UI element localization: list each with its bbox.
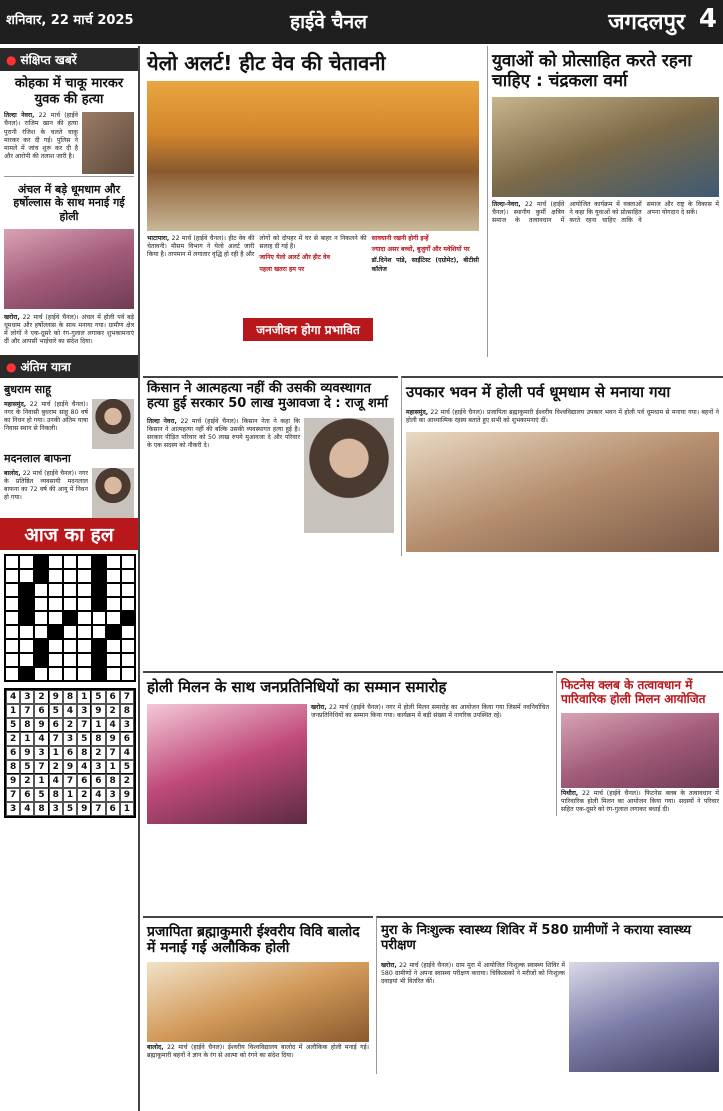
story2-body: खरोरा, 22 मार्च (हाईवे चैनल)। अंचल में होली पर्व बड़े धूमधाम और हर्षोल्लास के साथ मनाया गया। ग्रामीण क्षेत्र में लोगों ने एक-दूसरे को रंग-गुलाल लगाकर शुभकामनाएं दीं और आपसी भाईचारे का संदेश दिया। — [4, 313, 134, 346]
sudoku-cell: 7 — [91, 802, 105, 816]
sudoku-cell: 3 — [106, 788, 120, 802]
sudoku-cell: 7 — [120, 690, 134, 704]
crossword-cell — [77, 597, 91, 611]
crossword-cell — [92, 611, 106, 625]
crossword-cell — [92, 555, 106, 569]
crossword-cell — [48, 569, 62, 583]
obit1-body: महासमुंद, 22 मार्च (हाईवे चैनल)। नगर के निवासी बुधराम साहू 80 वर्ष का निधन हो गया। उनकी अंतिम यात्रा निवास स्थान से निकली। — [4, 400, 88, 433]
crossword-cell — [121, 611, 135, 625]
obit2-name: मदनलाल बाफना — [4, 451, 71, 465]
crossword-cell — [121, 583, 135, 597]
crossword-cell — [63, 653, 77, 667]
crossword-cell — [5, 625, 19, 639]
sudoku-cell: 6 — [6, 746, 20, 760]
sudoku-cell: 9 — [77, 802, 91, 816]
sudoku-cell: 8 — [63, 690, 77, 704]
crossword-cell — [48, 639, 62, 653]
holi-milan-story — [143, 671, 553, 842]
crossword-cell — [63, 583, 77, 597]
heatwave-sub2: पहला खतरा हम पर — [259, 265, 305, 273]
sudoku-cell: 1 — [106, 760, 120, 774]
heatwave-body: भाटापारा, 22 मार्च (हाईवे चैनल)। हीट वेव की चेतावनी। मौसम विभाग ने येलो अलर्ट जारी किया है। तापमान में लगातार वृद्धि हो रही है और लोगों को दोपहर में घर से बाहर न निकलने की सलाह दी गई है। जानिए येलो अलर्ट और हीट वेव पहला खतरा हम पर सावधानी रखनी होगी इन्हें ज्यादा असर बच्चों, बुजुर्गों और मवेशियों पर डॉ.दिनेश पांडे, साईंटिस्ट (एग्रोमेट), बीटीसी कॉलेज — [147, 235, 479, 273]
sudoku-cell: 6 — [49, 718, 63, 732]
edition-name: जगदलपुर — [608, 10, 685, 35]
sudoku-cell: 2 — [120, 774, 134, 788]
sudoku-cell: 5 — [49, 704, 63, 718]
sudoku-cell: 6 — [77, 774, 91, 788]
sudoku-cell: 2 — [106, 704, 120, 718]
sudoku-cell: 9 — [20, 746, 34, 760]
sudoku-cell: 1 — [34, 774, 48, 788]
masthead — [0, 0, 723, 44]
sudoku-cell: 9 — [6, 774, 20, 788]
sudoku-cell: 8 — [34, 802, 48, 816]
sudoku-cell: 5 — [120, 760, 134, 774]
crossword-cell — [77, 569, 91, 583]
sudoku-cell: 1 — [20, 732, 34, 746]
paper-name: हाईवे चैनल — [290, 11, 368, 33]
issue-date: शनिवार, 22 मार्च 2025 — [6, 13, 134, 28]
crossword-cell — [77, 625, 91, 639]
crossword-cell — [5, 555, 19, 569]
holi-milan-headline: होली मिलन के साथ जनप्रतिनिधियों का सम्मान समारोह — [147, 678, 447, 696]
crossword-cell — [77, 639, 91, 653]
brief-news-head: ● संक्षिप्त खबरें — [0, 48, 138, 71]
health-story — [376, 916, 723, 1074]
obit2-photo — [92, 468, 134, 518]
crossword-cell — [48, 583, 62, 597]
sudoku-cell: 5 — [6, 718, 20, 732]
sudoku-cell: 4 — [91, 788, 105, 802]
crossword-cell — [48, 667, 62, 681]
crossword-cell — [48, 653, 62, 667]
holi-milan-body: खरोरा, 22 मार्च (हाईवे चैनल)। नगर में होली मिलन समारोह का आयोजन किया गया जिसमें नवनिर्वाचित जनप्रतिनिधियों का सम्मान किया गया। कार्यक्रम में बड़ी संख्या में नागरिक उपस्थित रहे। — [311, 704, 549, 720]
sudoku-cell: 8 — [20, 718, 34, 732]
crossword-cell — [63, 625, 77, 639]
crossword-cell — [63, 611, 77, 625]
heatwave-photo — [147, 81, 479, 231]
crossword-cell — [121, 555, 135, 569]
farmer-headline: किसान ने आत्महत्या नहीं की उसकी व्यवस्थागत हत्या हुई सरकार 50 लाख मुआवजा दे : राजू शर्मा — [147, 381, 388, 411]
crossword-cell — [121, 569, 135, 583]
crossword-cell — [5, 597, 19, 611]
sudoku-cell: 4 — [63, 704, 77, 718]
sudoku-cell: 9 — [63, 760, 77, 774]
crossword-cell — [106, 597, 120, 611]
sudoku-cell: 8 — [77, 746, 91, 760]
crossword-cell — [48, 611, 62, 625]
sudoku-cell: 7 — [20, 704, 34, 718]
crossword-cell — [34, 625, 48, 639]
upkar-story — [401, 376, 723, 556]
health-photo — [569, 962, 719, 1072]
obituary-head: ● अंतिम यात्रा — [0, 355, 138, 378]
sudoku-cell: 6 — [91, 774, 105, 788]
sudoku-cell: 6 — [106, 802, 120, 816]
crossword-cell — [19, 583, 33, 597]
sudoku-cell: 8 — [120, 704, 134, 718]
farmer-story — [143, 376, 398, 646]
obit1-photo — [92, 399, 134, 449]
sudoku-cell: 6 — [120, 732, 134, 746]
crossword-cell — [5, 569, 19, 583]
sudoku-cell: 4 — [6, 690, 20, 704]
story1-photo — [82, 112, 134, 174]
sudoku-cell: 3 — [63, 732, 77, 746]
sudoku-cell: 1 — [49, 746, 63, 760]
brahma-photo — [147, 962, 369, 1042]
health-headline: मुरा के निःशुल्क स्वास्थ्य शिविर में 580 ग्रामीणों ने कराया स्वास्थ्य परीक्षण — [381, 923, 692, 953]
crossword-cell — [92, 639, 106, 653]
sudoku-cell: 9 — [120, 788, 134, 802]
crossword-cell — [121, 597, 135, 611]
heatwave-sub1: जानिए येलो अलर्ट और हीट वेव — [259, 254, 330, 262]
fitness-story — [556, 671, 723, 816]
sudoku-cell: 6 — [63, 746, 77, 760]
crossword-cell — [63, 569, 77, 583]
heatwave-story — [143, 46, 483, 401]
fitness-body: पिथौरा, 22 मार्च (हाईवे चैनल)। फिटनेस क्लब के तत्वावधान में पारिवारिक होली मिलन का आयोजन किया गया। सदस्यों ने परिवार सहित एक-दूसरे को रंग-गुलाल लगाकर बधाई दी। — [561, 789, 720, 813]
crossword-cell — [34, 639, 48, 653]
farmer-body: तिल्दा नेवरा, 22 मार्च (हाईवे चैनल)। किसान नेता ने कहा कि किसान ने आत्महत्या नहीं की बल्कि उसकी व्यवस्थागत हत्या हुई है। सरकार पीड़ित परिवार को 50 लाख रुपये मुआवजा दे और परिवार के एक सदस्य को नौकरी दे। — [147, 417, 300, 450]
crossword-cell — [106, 667, 120, 681]
health-body: खरोरा, 22 मार्च (हाईवे चैनल)। ग्राम मुरा में आयोजित निःशुल्क स्वास्थ्य शिविर में 580 ग्रामीणों ने अपना स्वास्थ्य परीक्षण कराया। चिकित्सकों ने मरीजों को निःशुल्क दवाइयां भी वितरित कीं। — [381, 961, 566, 986]
sudoku-cell: 7 — [49, 732, 63, 746]
brahma-story — [143, 916, 373, 1063]
bullet-icon: ● — [6, 359, 17, 374]
crossword-cell — [34, 611, 48, 625]
crossword-cell — [92, 625, 106, 639]
farmer-photo — [304, 418, 394, 533]
crossword-cell — [121, 653, 135, 667]
sudoku-cell: 2 — [20, 774, 34, 788]
heatwave-box: जनजीवन होगा प्रभावित — [243, 318, 373, 341]
crossword-cell — [34, 569, 48, 583]
sudoku-cell: 1 — [63, 788, 77, 802]
sudoku-cell: 6 — [34, 704, 48, 718]
crossword-cell — [92, 583, 106, 597]
sudoku-cell: 1 — [77, 690, 91, 704]
sudoku-cell: 4 — [77, 760, 91, 774]
holi-milan-photo — [147, 704, 307, 824]
crossword-cell — [77, 555, 91, 569]
sudoku-cell: 2 — [63, 718, 77, 732]
obit2-body: बालोद, 22 मार्च (हाईवे चैनल)। नगर के प्रतिष्ठित व्यवसायी मदनलाल बाफना का 72 वर्ष की आयु में निधन हो गया। — [4, 469, 88, 502]
sudoku-cell: 7 — [106, 746, 120, 760]
sudoku-grid — [4, 688, 136, 818]
crossword-cell — [5, 611, 19, 625]
left-column — [0, 46, 140, 1111]
sudoku-cell: 5 — [91, 690, 105, 704]
crossword-cell — [5, 639, 19, 653]
story2-title: अंचल में बड़े धूमधाम और हर्षोल्लास के साथ मनाई गई होली — [13, 183, 125, 223]
crossword-cell — [77, 653, 91, 667]
crossword-cell — [19, 625, 33, 639]
sudoku-cell: 9 — [91, 704, 105, 718]
story1-body: तिल्दा नेवरा, 22 मार्च (हाईवे चैनल)। राजिम खान की हत्या पुरानी रंजिश के चलते चाकू मारकर कर दी गई। पुलिस ने मामले में जांच शुरू कर दी है और आरोपी की तलाश जारी है। — [4, 112, 78, 161]
sudoku-cell: 4 — [106, 718, 120, 732]
upkar-photo — [406, 432, 719, 552]
sudoku-cell: 8 — [91, 732, 105, 746]
crossword-cell — [63, 639, 77, 653]
crossword-cell — [92, 667, 106, 681]
youth-photo — [492, 97, 719, 197]
crossword-grid — [4, 554, 136, 682]
youth-story — [487, 46, 723, 357]
sudoku-cell: 3 — [20, 690, 34, 704]
sudoku-cell: 3 — [34, 746, 48, 760]
crossword-cell — [121, 625, 135, 639]
sudoku-cell: 5 — [63, 802, 77, 816]
crossword-cell — [34, 653, 48, 667]
sudoku-cell: 4 — [20, 802, 34, 816]
sudoku-cell: 7 — [63, 774, 77, 788]
youth-headline: युवाओं को प्रोत्साहित करते रहना चाहिए : चंद्रकला वर्मा — [492, 51, 692, 91]
sudoku-cell: 2 — [6, 732, 20, 746]
sudoku-cell: 3 — [77, 704, 91, 718]
crossword-cell — [48, 597, 62, 611]
story2-photo — [4, 229, 134, 309]
sudoku-cell: 2 — [91, 746, 105, 760]
crossword-cell — [19, 555, 33, 569]
sudoku-cell: 2 — [34, 690, 48, 704]
sudoku-cell: 1 — [120, 802, 134, 816]
sudoku-cell: 8 — [6, 760, 20, 774]
upkar-headline: उपकार भवन में होली पर्व धूमधाम से मनाया गया — [406, 383, 671, 401]
crossword-cell — [5, 653, 19, 667]
story1-title: कोहका में चाकू मारकर युवक की हत्या — [14, 76, 124, 107]
sudoku-cell: 8 — [106, 774, 120, 788]
sudoku-cell: 7 — [77, 718, 91, 732]
fitness-headline: फिटनेस क्लब के तत्वावधान में पारिवारिक होली मिलन आयोजित — [561, 678, 706, 706]
sudoku-cell: 9 — [34, 718, 48, 732]
crossword-cell — [63, 555, 77, 569]
crossword-cell — [106, 555, 120, 569]
sudoku-cell: 1 — [6, 704, 20, 718]
sudoku-cell: 7 — [6, 788, 20, 802]
crossword-cell — [63, 597, 77, 611]
crossword-cell — [92, 569, 106, 583]
crossword-cell — [19, 611, 33, 625]
crossword-cell — [48, 555, 62, 569]
sudoku-cell: 3 — [6, 802, 20, 816]
crossword-cell — [92, 597, 106, 611]
crossword-cell — [34, 583, 48, 597]
sudoku-cell: 5 — [34, 788, 48, 802]
puzzle-head: आज का हल — [0, 518, 138, 550]
crossword-cell — [34, 597, 48, 611]
crossword-cell — [106, 611, 120, 625]
sudoku-cell: 6 — [20, 788, 34, 802]
crossword-cell — [34, 555, 48, 569]
crossword-cell — [106, 625, 120, 639]
upkar-body: महासमुंद, 22 मार्च (हाईवे चैनल)। प्रजापिता ब्रह्माकुमारी ईश्वरीय विश्वविद्यालय उपकार भवन में होली पर्व धूमधाम से मनाया गया। बहनों ने होली का आध्यात्मिक रहस्य बताते हुए सभी को शुभकामनाएं दीं। — [406, 409, 719, 425]
crossword-cell — [19, 597, 33, 611]
crossword-cell — [121, 639, 135, 653]
crossword-cell — [106, 653, 120, 667]
page-number: 4 — [698, 4, 717, 34]
heatwave-headline: येलो अलर्ट! हीट वेव की चेतावनी — [147, 51, 386, 75]
youth-body: तिल्दा-नेवरा, 22 मार्च (हाईवे चैनल)। स्थानीय कुर्मी क्षत्रिय समाज के तत्वावधान में आयोजित कार्यक्रम में वक्ताओं ने कहा कि युवाओं को प्रोत्साहित करते रहना चाहिए ताकि वे समाज और राष्ट्र के विकास में अपना योगदान दे सकें। — [492, 201, 719, 225]
sudoku-cell: 4 — [34, 732, 48, 746]
crossword-cell — [77, 667, 91, 681]
sudoku-cell: 4 — [49, 774, 63, 788]
crossword-cell — [19, 639, 33, 653]
crossword-cell — [106, 583, 120, 597]
sudoku-cell: 5 — [20, 760, 34, 774]
heatwave-sub3: सावधानी रखनी होगी इन्हें — [371, 235, 429, 242]
sudoku-cell: 3 — [91, 760, 105, 774]
sudoku-cell: 6 — [106, 690, 120, 704]
sudoku-cell: 9 — [106, 732, 120, 746]
sudoku-cell: 3 — [120, 718, 134, 732]
crossword-cell — [5, 667, 19, 681]
crossword-cell — [5, 583, 19, 597]
heatwave-byline: डॉ.दिनेश पांडे, साईंटिस्ट (एग्रोमेट), बीटीसी कॉलेज — [371, 257, 479, 273]
sudoku-cell: 1 — [91, 718, 105, 732]
crossword-cell — [63, 667, 77, 681]
crossword-cell — [19, 653, 33, 667]
crossword-cell — [121, 667, 135, 681]
crossword-cell — [48, 625, 62, 639]
sudoku-cell: 2 — [49, 760, 63, 774]
crossword-cell — [106, 569, 120, 583]
obit1-name: बुधराम साहू — [4, 382, 51, 396]
sudoku-cell: 9 — [49, 690, 63, 704]
bullet-icon: ● — [6, 53, 17, 67]
sudoku-cell: 8 — [49, 788, 63, 802]
sudoku-cell: 7 — [34, 760, 48, 774]
sudoku-cell: 3 — [49, 802, 63, 816]
heatwave-sub4: ज्यादा असर बच्चों, बुजुर्गों और मवेशियों पर — [371, 246, 470, 254]
crossword-cell — [92, 653, 106, 667]
sudoku-cell: 4 — [120, 746, 134, 760]
crossword-cell — [106, 639, 120, 653]
crossword-cell — [77, 611, 91, 625]
crossword-cell — [77, 583, 91, 597]
crossword-cell — [34, 667, 48, 681]
brahma-body: बालोद, 22 मार्च (हाईवे चैनल)। ईश्वरीय विश्वविद्यालय बालोद में अलौकिक होली मनाई गई। ब्रह्माकुमारी बहनों ने ज्ञान के रंग से आत्मा को रंगने का संदेश दिया। — [147, 1044, 369, 1060]
sudoku-cell: 5 — [77, 732, 91, 746]
crossword-cell — [19, 569, 33, 583]
fitness-photo — [561, 713, 719, 788]
sudoku-cell: 2 — [77, 788, 91, 802]
crossword-cell — [19, 667, 33, 681]
brahma-headline: प्रजापिता ब्रह्माकुमारी ईश्वरीय विवि बालोद में मनाई गई अलौकिक होली — [147, 924, 360, 957]
